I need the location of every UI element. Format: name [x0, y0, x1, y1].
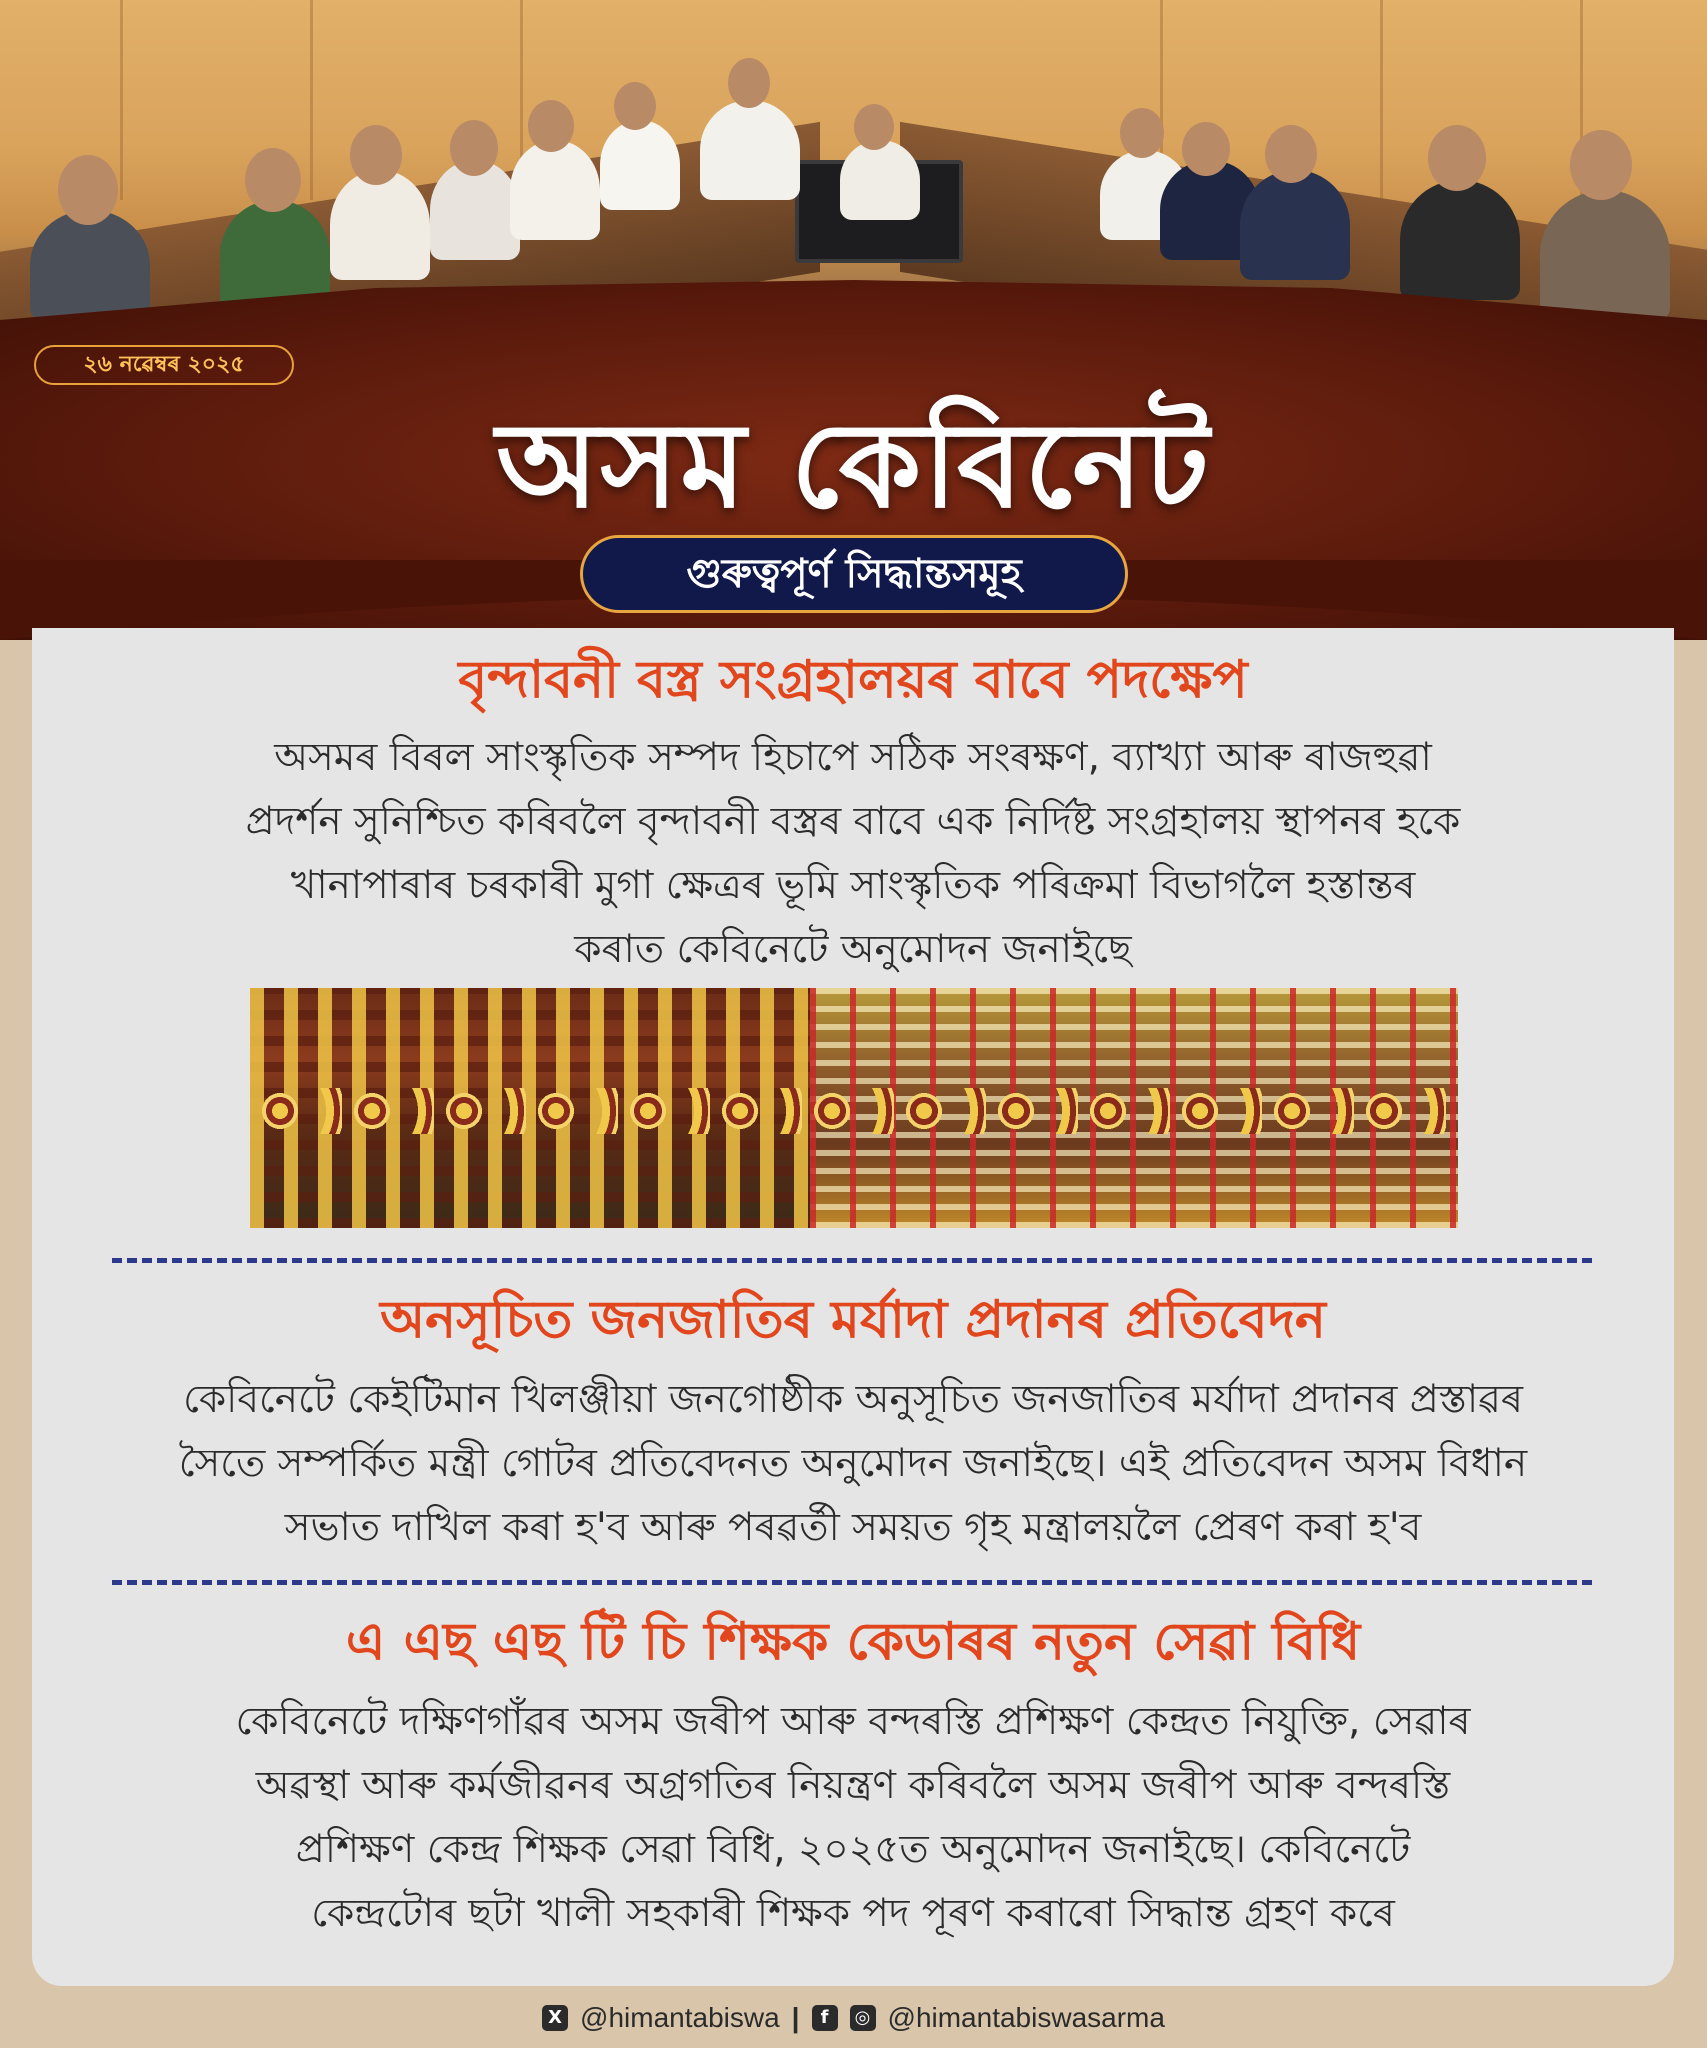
section-body-museum	[102, 726, 1604, 982]
body-line: প্ৰশিক্ষণ কেন্দ্ৰ শিক্ষক সেৱা বিধি, ২০২৫ত অনুমোদন জনাইছে। কেবিনেটে	[295, 1827, 1411, 1872]
subtitle-badge: গুৰুত্বপূৰ্ণ সিদ্ধান্তসমূহ	[580, 535, 1128, 613]
body-line: অৱস্থা আৰু কৰ্মজীৱনৰ অগ্ৰগতিৰ নিয়ন্ত্ৰণ কৰিবলৈ অসম জৰীপ আৰু বন্দৰস্তি	[255, 1763, 1451, 1808]
section-heading-museum: বৃন্দাবনী বস্ত্ৰ সংগ্ৰহালয়ৰ বাবে পদক্ষেপ	[458, 650, 1248, 710]
vrindavani-textile-image	[250, 988, 1458, 1228]
date-badge: ২৬ নৱেম্বৰ ২০২৫	[34, 345, 294, 385]
section-heading-st-status: অনসূচিত জনজাতিৰ মৰ্যাদা প্ৰদানৰ প্ৰতিবেদন	[380, 1290, 1326, 1350]
x-logo-icon: X	[542, 2005, 568, 2031]
body-line: প্ৰদৰ্শন সুনিশ্চিত কৰিবলৈ বৃন্দাবনী বস্ত্ৰৰ বাবে এক নিৰ্দিষ্ট সংগ্ৰহালয় স্থাপনৰ হকে	[245, 799, 1461, 844]
section-body-st-status	[102, 1368, 1604, 1560]
body-line: অসমৰ বিৰল সাংস্কৃতিক সম্পদ হিচাপে সঠিক সংৰক্ষণ, ব্যাখ্যা আৰু ৰাজহুৱা	[274, 735, 1432, 780]
body-line: সৈতে সম্পৰ্কিত মন্ত্ৰী গোটৰ প্ৰতিবেদনত অনুমোদন জনাইছে। এই প্ৰতিবেদন অসম বিধান	[178, 1441, 1528, 1486]
social-footer	[0, 1996, 1707, 2040]
body-line: কেবিনেটে দক্ষিণগাঁৱৰ অসম জৰীপ আৰু বন্দৰস্তি প্ৰশিক্ষণ কেন্দ্ৰত নিযুক্তি, সেৱাৰ	[235, 1699, 1471, 1744]
page-title: অসম কেবিনেট	[496, 395, 1211, 534]
fb-ig-handle[interactable]: @himantabiswasarma	[887, 2002, 1165, 2033]
dashed-divider	[112, 1258, 1592, 1263]
dashed-divider	[112, 1580, 1592, 1585]
body-line: খানাপাৰাৰ চৰকাৰী মুগা ক্ষেত্ৰৰ ভূমি সাংস্কৃতিক পৰিক্ৰমা বিভাগলৈ হস্তান্তৰ	[290, 863, 1416, 908]
section-body-teacher-rules	[102, 1690, 1604, 1946]
body-line: কেন্দ্ৰটোৰ ছটা খালী সহকাৰী শিক্ষক পদ পূৰণ কৰাৰো সিদ্ধান্ত গ্ৰহণ কৰে	[311, 1891, 1395, 1936]
instagram-icon: ◎	[850, 2005, 876, 2031]
section-heading-teacher-rules: এ এছ এছ টি চি শিক্ষক কেডাৰৰ নতুন সেৱা বিধি	[345, 1612, 1361, 1672]
x-handle[interactable]: @himantabiswa	[580, 2002, 780, 2033]
body-line: কৰাত কেবিনেটে অনুমোদন জনাইছে	[574, 927, 1132, 972]
body-line: কেবিনেটে কেইটিমান খিলঞ্জীয়া জনগোষ্ঠীক অনুসূচিত জনজাতিৰ মৰ্যাদা প্ৰদানৰ প্ৰস্তাৱৰ	[183, 1377, 1523, 1422]
facebook-icon: f	[812, 2005, 838, 2031]
content-card	[32, 628, 1674, 1986]
body-line: সভাত দাখিল কৰা হ'ব আৰু পৰৱৰ্তী সময়ত গৃহ মন্ত্ৰালয়লৈ প্ৰেৰণ কৰা হ'ব	[284, 1505, 1422, 1550]
footer-separator: |	[791, 2002, 800, 2033]
